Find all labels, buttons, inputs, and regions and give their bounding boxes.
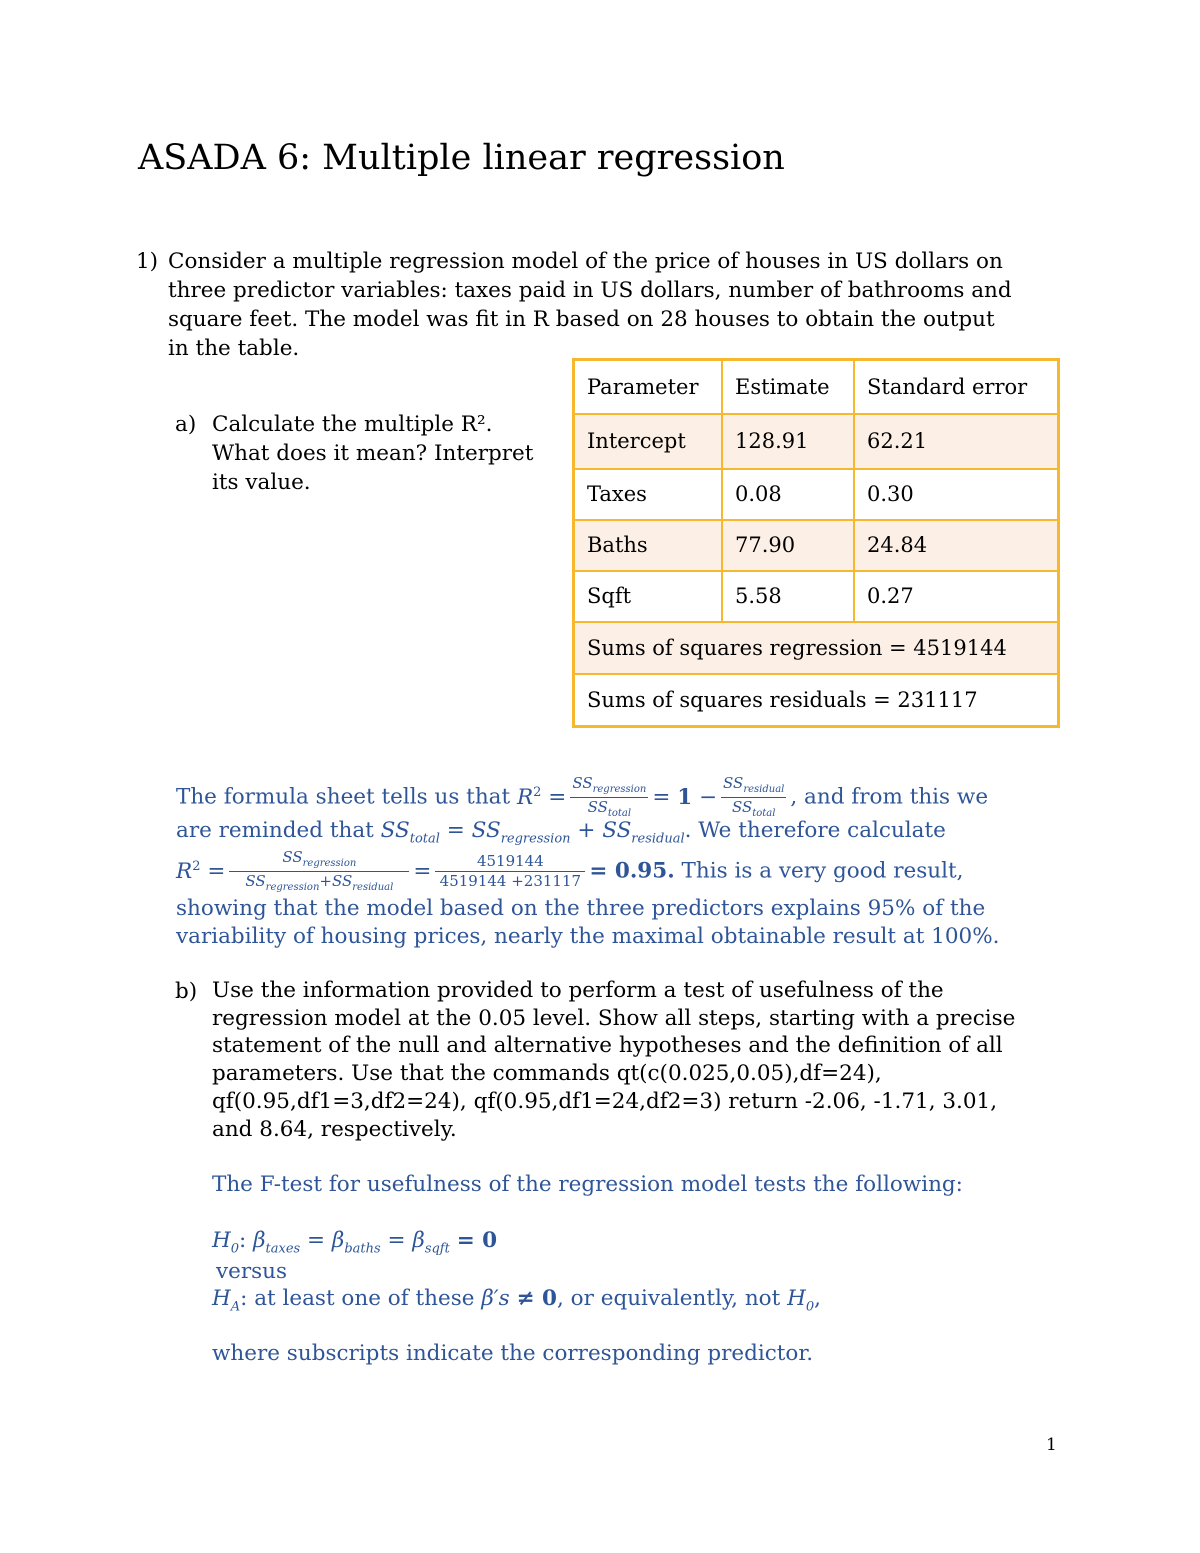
question-b-marker: b) xyxy=(175,979,198,1004)
answer-b-note: where subscripts indicate the corresponding predictor. xyxy=(212,1341,814,1366)
question-1-line: in the table. xyxy=(168,336,300,361)
question-1-line: Consider a multiple regression model of the price of houses in US dollars on xyxy=(168,249,1003,274)
table-cell: 0.08 xyxy=(722,469,854,520)
question-1-text xyxy=(168,247,1012,363)
question-1-line: square feet. The model was fit in R based on 28 houses to obtain the output xyxy=(168,307,995,332)
answer-a-line-1: The formula sheet tells us that $R^2$ = $\frac{SS_{regression}}{SS_{total}}$ = 1 − $\frac{SS_{residual}}{SS_{total}}$ , and from this we xyxy=(176,774,989,819)
question-b-line: and 8.64, respectively. xyxy=(212,1116,457,1142)
table-header-row xyxy=(574,360,1059,414)
question-1-line: three predictor variables: taxes paid in US dollars, number of bathrooms and xyxy=(168,278,1012,303)
table-row xyxy=(574,469,1059,520)
table-cell: Sqft xyxy=(574,571,723,622)
table-cell: Baths xyxy=(574,520,723,571)
table-row xyxy=(574,520,1059,571)
versus-label: versus xyxy=(216,1259,288,1284)
question-b-line: statement of the null and alternative hypotheses and the definition of all xyxy=(212,1033,1003,1059)
r-squared-result: = 0.95. xyxy=(589,858,675,884)
table-row xyxy=(574,674,1059,727)
r-squared-formula: $R^2$ = $\frac{SS_{regression}}{SS_{total}}$ = 1 − $\frac{SS_{residual}}{SS_{total}}$ xyxy=(516,774,785,819)
table-header-cell: Estimate xyxy=(722,360,854,414)
table-header-cell: Parameter xyxy=(574,360,723,414)
ss-regression-cell: Sums of squares regression = 4519144 xyxy=(574,622,1059,674)
question-b-line: Use the information provided to perform a test of usefulness of the xyxy=(212,978,944,1003)
page-number: 1 xyxy=(1046,1435,1057,1455)
regression-output-table xyxy=(572,358,1060,728)
answer-a-line-4: showing that the model based on the three predictors explains 95% of the xyxy=(176,896,986,921)
page-title: ASADA 6: Multiple linear regression xyxy=(138,138,785,178)
question-b-text xyxy=(212,977,1015,1143)
question-a-marker: a) xyxy=(175,412,197,437)
answer-a-line-2: are reminded that $SS_{total} = SS_{regression} + SS_{residual}$. We therefore calculate xyxy=(176,818,946,847)
question-b-line: qf(0.95,df1=3,df2=24), qf(0.95,df1=24,df2=3) return -2.06, -1.71, 3.01, xyxy=(212,1088,998,1114)
r-squared-calculation: $R^2$ = $\frac{SS_{regression}}{SS_{regression}+SS_{residual}}$ = $\frac{4519144}{4519144 +231117}$ xyxy=(176,859,589,884)
null-hypothesis: $H_0$: $\beta_{taxes} = \beta_{baths} = \beta_{sqft} = 0$ xyxy=(212,1228,498,1257)
answer-a-line-3: $R^2$ = $\frac{SS_{regression}}{SS_{regression}+SS_{residual}}$ = $\frac{4519144}{4519144 +231117}$ = 0.95. This is a very good result, xyxy=(176,848,964,893)
question-b-line: regression model at the 0.05 level. Show all steps, starting with a precise xyxy=(212,1005,1016,1031)
question-1-marker: 1) xyxy=(136,249,159,274)
question-a-line: its value. xyxy=(212,470,311,495)
table-header-cell: Standard error xyxy=(854,360,1059,414)
table-cell: 77.90 xyxy=(722,520,854,571)
alternative-hypothesis: $H_A$: at least one of these β′s ≠ 0, or equivalently, not $H_0$, xyxy=(212,1286,821,1315)
table-cell: 5.58 xyxy=(722,571,854,622)
table-row xyxy=(574,622,1059,674)
table-row xyxy=(574,571,1059,622)
table-cell: Intercept xyxy=(574,414,723,469)
answer-b-intro: The F-test for usefulness of the regression model tests the following: xyxy=(212,1172,963,1197)
question-a-line: What does it mean? Interpret xyxy=(212,441,534,466)
table-cell: 0.30 xyxy=(854,469,1059,520)
table-cell: 62.21 xyxy=(854,414,1059,469)
table-cell: Taxes xyxy=(574,469,723,520)
table-cell: 24.84 xyxy=(854,520,1059,571)
table-cell: 128.91 xyxy=(722,414,854,469)
answer-a-line-5: variability of housing prices, nearly the maximal obtainable result at 100%. xyxy=(176,924,1000,949)
question-a-text xyxy=(212,410,533,497)
table-cell: 0.27 xyxy=(854,571,1059,622)
table-row xyxy=(574,414,1059,469)
ss-residuals-cell: Sums of squares residuals = 231117 xyxy=(574,674,1059,727)
ss-total-formula: $SS_{total} = SS_{regression} + SS_{residual}$ xyxy=(380,818,685,847)
question-b-line: parameters. Use that the commands qt(c(0.025,0.05),df=24), xyxy=(212,1061,882,1087)
question-a-line: Calculate the multiple R². xyxy=(212,412,493,437)
